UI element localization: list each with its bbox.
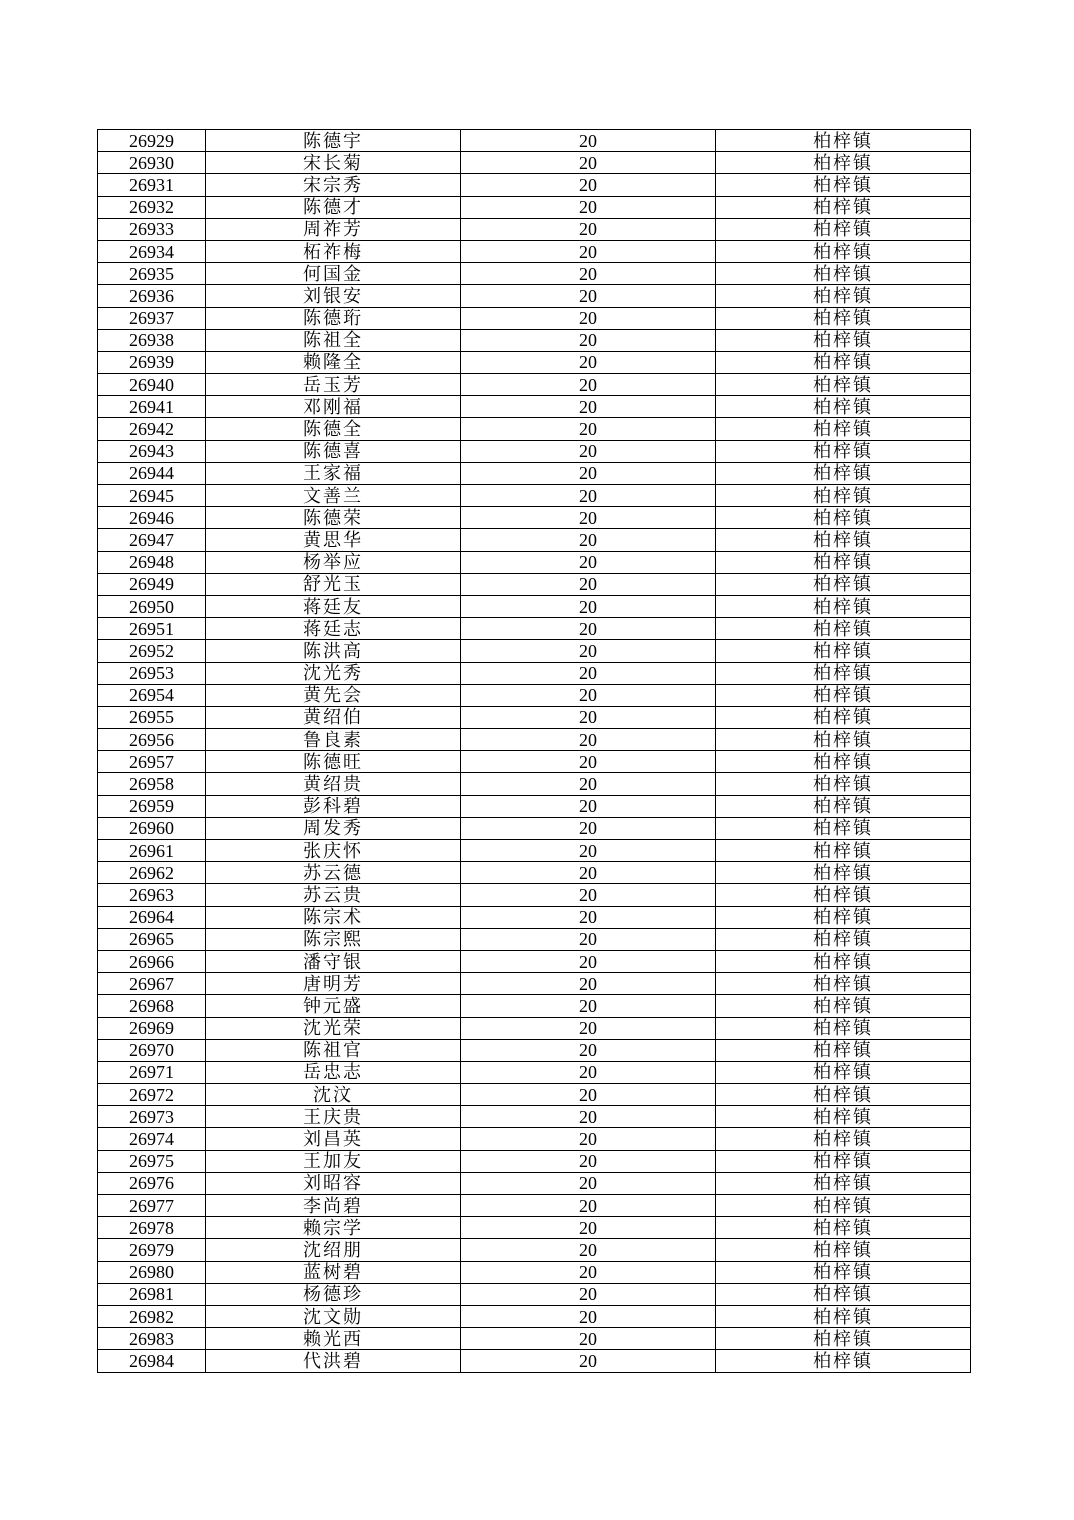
town-cell: 柏梓镇: [716, 1195, 971, 1217]
table-row: [98, 1217, 971, 1239]
town-cell: 柏梓镇: [716, 840, 971, 862]
person-name-cell: 鲁良素: [206, 729, 461, 751]
amount-cell: 20: [461, 595, 716, 617]
person-name-cell: 钟元盛: [206, 995, 461, 1017]
amount-cell: 20: [461, 684, 716, 706]
record-id-cell: 26971: [98, 1061, 206, 1083]
town-cell: 柏梓镇: [716, 374, 971, 396]
town-cell: 柏梓镇: [716, 174, 971, 196]
town-cell: 柏梓镇: [716, 573, 971, 595]
town-cell: 柏梓镇: [716, 884, 971, 906]
record-id-cell: 26980: [98, 1261, 206, 1283]
table-row: [98, 440, 971, 462]
table-row: [98, 485, 971, 507]
table-row: [98, 351, 971, 373]
town-cell: 柏梓镇: [716, 462, 971, 484]
person-name-cell: 黄思华: [206, 529, 461, 551]
person-name-cell: 陈宗熙: [206, 928, 461, 950]
amount-cell: 20: [461, 751, 716, 773]
record-id-cell: 26981: [98, 1283, 206, 1305]
table-row: [98, 950, 971, 972]
table-row: [98, 1017, 971, 1039]
town-cell: 柏梓镇: [716, 618, 971, 640]
record-id-cell: 26975: [98, 1150, 206, 1172]
table-row: [98, 374, 971, 396]
table-row: [98, 1350, 971, 1372]
amount-cell: 20: [461, 618, 716, 640]
record-id-cell: 26936: [98, 285, 206, 307]
amount-cell: 20: [461, 462, 716, 484]
person-name-cell: 潘守银: [206, 950, 461, 972]
person-name-cell: 陈祖官: [206, 1039, 461, 1061]
amount-cell: 20: [461, 240, 716, 262]
amount-cell: 20: [461, 1061, 716, 1083]
table-row: [98, 1283, 971, 1305]
record-id-cell: 26952: [98, 640, 206, 662]
person-name-cell: 沈汶: [206, 1084, 461, 1106]
table-row: [98, 729, 971, 751]
table-row: [98, 1084, 971, 1106]
person-name-cell: 杨德珍: [206, 1283, 461, 1305]
person-name-cell: 王庆贵: [206, 1106, 461, 1128]
table-row: [98, 462, 971, 484]
person-name-cell: 赖隆全: [206, 351, 461, 373]
table-row: [98, 130, 971, 152]
person-name-cell: 周发秀: [206, 817, 461, 839]
table-row: [98, 573, 971, 595]
person-name-cell: 宋宗秀: [206, 174, 461, 196]
person-name-cell: 黄先会: [206, 684, 461, 706]
amount-cell: 20: [461, 152, 716, 174]
table-row: [98, 1195, 971, 1217]
record-id-cell: 26955: [98, 706, 206, 728]
amount-cell: 20: [461, 396, 716, 418]
record-id-cell: 26979: [98, 1239, 206, 1261]
amount-cell: 20: [461, 1350, 716, 1372]
table-row: [98, 862, 971, 884]
town-cell: 柏梓镇: [716, 1172, 971, 1194]
person-name-cell: 蒋廷友: [206, 595, 461, 617]
amount-cell: 20: [461, 1150, 716, 1172]
table-row: [98, 662, 971, 684]
amount-cell: 20: [461, 795, 716, 817]
town-cell: 柏梓镇: [716, 1283, 971, 1305]
table-row: [98, 995, 971, 1017]
amount-cell: 20: [461, 130, 716, 152]
town-cell: 柏梓镇: [716, 862, 971, 884]
amount-cell: 20: [461, 862, 716, 884]
record-id-cell: 26938: [98, 329, 206, 351]
record-id-cell: 26949: [98, 573, 206, 595]
amount-cell: 20: [461, 218, 716, 240]
town-cell: 柏梓镇: [716, 1239, 971, 1261]
town-cell: 柏梓镇: [716, 396, 971, 418]
amount-cell: 20: [461, 706, 716, 728]
person-name-cell: 何国金: [206, 263, 461, 285]
person-name-cell: 刘银安: [206, 285, 461, 307]
record-id-cell: 26974: [98, 1128, 206, 1150]
person-name-cell: 陈洪高: [206, 640, 461, 662]
table-row: [98, 1106, 971, 1128]
table-row: [98, 218, 971, 240]
table-row: [98, 152, 971, 174]
record-id-cell: 26953: [98, 662, 206, 684]
amount-cell: 20: [461, 1017, 716, 1039]
amount-cell: 20: [461, 662, 716, 684]
record-id-cell: 26935: [98, 263, 206, 285]
person-name-cell: 沈文勋: [206, 1305, 461, 1327]
person-name-cell: 陈德喜: [206, 440, 461, 462]
amount-cell: 20: [461, 263, 716, 285]
record-id-cell: 26969: [98, 1017, 206, 1039]
record-id-cell: 26951: [98, 618, 206, 640]
table-row: [98, 263, 971, 285]
record-id-cell: 26934: [98, 240, 206, 262]
amount-cell: 20: [461, 551, 716, 573]
person-name-cell: 刘昭容: [206, 1172, 461, 1194]
table-row: [98, 196, 971, 218]
person-name-cell: 陈德才: [206, 196, 461, 218]
person-name-cell: 陈德宇: [206, 130, 461, 152]
record-id-cell: 26950: [98, 595, 206, 617]
town-cell: 柏梓镇: [716, 640, 971, 662]
record-id-cell: 26973: [98, 1106, 206, 1128]
person-name-cell: 沈光荣: [206, 1017, 461, 1039]
table-row: [98, 329, 971, 351]
table-row: [98, 307, 971, 329]
table-row: [98, 507, 971, 529]
person-name-cell: 黄绍伯: [206, 706, 461, 728]
town-cell: 柏梓镇: [716, 729, 971, 751]
person-name-cell: 张庆怀: [206, 840, 461, 862]
person-name-cell: 赖宗学: [206, 1217, 461, 1239]
amount-cell: 20: [461, 485, 716, 507]
table-row: [98, 1239, 971, 1261]
record-id-cell: 26958: [98, 773, 206, 795]
amount-cell: 20: [461, 351, 716, 373]
table-row: [98, 884, 971, 906]
town-cell: 柏梓镇: [716, 329, 971, 351]
amount-cell: 20: [461, 1217, 716, 1239]
amount-cell: 20: [461, 773, 716, 795]
amount-cell: 20: [461, 906, 716, 928]
table-row: [98, 1261, 971, 1283]
record-id-cell: 26968: [98, 995, 206, 1017]
amount-cell: 20: [461, 529, 716, 551]
table-row: [98, 684, 971, 706]
amount-cell: 20: [461, 1084, 716, 1106]
town-cell: 柏梓镇: [716, 1128, 971, 1150]
table-row: [98, 640, 971, 662]
town-cell: 柏梓镇: [716, 1106, 971, 1128]
table-row: [98, 973, 971, 995]
record-id-cell: 26966: [98, 950, 206, 972]
person-name-cell: 李尚碧: [206, 1195, 461, 1217]
amount-cell: 20: [461, 1283, 716, 1305]
record-id-cell: 26941: [98, 396, 206, 418]
record-id-cell: 26976: [98, 1172, 206, 1194]
town-cell: 柏梓镇: [716, 196, 971, 218]
person-name-cell: 刘昌英: [206, 1128, 461, 1150]
town-cell: 柏梓镇: [716, 307, 971, 329]
amount-cell: 20: [461, 307, 716, 329]
person-name-cell: 彭科碧: [206, 795, 461, 817]
record-id-cell: 26959: [98, 795, 206, 817]
town-cell: 柏梓镇: [716, 351, 971, 373]
amount-cell: 20: [461, 174, 716, 196]
person-name-cell: 陈德全: [206, 418, 461, 440]
town-cell: 柏梓镇: [716, 1150, 971, 1172]
town-cell: 柏梓镇: [716, 1261, 971, 1283]
table-row: [98, 1328, 971, 1350]
record-id-cell: 26942: [98, 418, 206, 440]
table-row: [98, 840, 971, 862]
table-row: [98, 418, 971, 440]
record-id-cell: 26948: [98, 551, 206, 573]
table-row: [98, 1128, 971, 1150]
amount-cell: 20: [461, 840, 716, 862]
town-cell: 柏梓镇: [716, 995, 971, 1017]
record-id-cell: 26978: [98, 1217, 206, 1239]
person-name-cell: 代洪碧: [206, 1350, 461, 1372]
person-name-cell: 岳玉芳: [206, 374, 461, 396]
person-name-cell: 赖光西: [206, 1328, 461, 1350]
amount-cell: 20: [461, 1039, 716, 1061]
record-id-cell: 26943: [98, 440, 206, 462]
town-cell: 柏梓镇: [716, 595, 971, 617]
amount-cell: 20: [461, 1172, 716, 1194]
amount-cell: 20: [461, 928, 716, 950]
table-row: [98, 817, 971, 839]
person-name-cell: 苏云贵: [206, 884, 461, 906]
amount-cell: 20: [461, 1239, 716, 1261]
person-name-cell: 陈宗术: [206, 906, 461, 928]
amount-cell: 20: [461, 507, 716, 529]
table-row: [98, 529, 971, 551]
table-row: [98, 1039, 971, 1061]
record-id-cell: 26954: [98, 684, 206, 706]
table-row: [98, 1150, 971, 1172]
town-cell: 柏梓镇: [716, 1350, 971, 1372]
amount-cell: 20: [461, 418, 716, 440]
record-id-cell: 26940: [98, 374, 206, 396]
record-id-cell: 26961: [98, 840, 206, 862]
amount-cell: 20: [461, 640, 716, 662]
town-cell: 柏梓镇: [716, 950, 971, 972]
person-name-cell: 邓刚福: [206, 396, 461, 418]
person-name-cell: 陈德珩: [206, 307, 461, 329]
town-cell: 柏梓镇: [716, 906, 971, 928]
table-row: [98, 1172, 971, 1194]
person-name-cell: 沈光秀: [206, 662, 461, 684]
record-id-cell: 26970: [98, 1039, 206, 1061]
person-name-cell: 沈绍朋: [206, 1239, 461, 1261]
record-id-cell: 26972: [98, 1084, 206, 1106]
record-id-cell: 26939: [98, 351, 206, 373]
town-cell: 柏梓镇: [716, 751, 971, 773]
record-id-cell: 26984: [98, 1350, 206, 1372]
record-id-cell: 26933: [98, 218, 206, 240]
amount-cell: 20: [461, 817, 716, 839]
amount-cell: 20: [461, 729, 716, 751]
town-cell: 柏梓镇: [716, 1039, 971, 1061]
town-cell: 柏梓镇: [716, 973, 971, 995]
record-id-cell: 26947: [98, 529, 206, 551]
record-id-cell: 26932: [98, 196, 206, 218]
record-id-cell: 26963: [98, 884, 206, 906]
town-cell: 柏梓镇: [716, 263, 971, 285]
record-id-cell: 26931: [98, 174, 206, 196]
record-id-cell: 26956: [98, 729, 206, 751]
record-id-cell: 26937: [98, 307, 206, 329]
person-name-cell: 柘祚梅: [206, 240, 461, 262]
town-cell: 柏梓镇: [716, 684, 971, 706]
person-name-cell: 宋长菊: [206, 152, 461, 174]
person-name-cell: 文善兰: [206, 485, 461, 507]
town-cell: 柏梓镇: [716, 1084, 971, 1106]
town-cell: 柏梓镇: [716, 418, 971, 440]
town-cell: 柏梓镇: [716, 1061, 971, 1083]
record-id-cell: 26964: [98, 906, 206, 928]
table-row: [98, 551, 971, 573]
town-cell: 柏梓镇: [716, 485, 971, 507]
record-id-cell: 26960: [98, 817, 206, 839]
person-name-cell: 岳忠志: [206, 1061, 461, 1083]
amount-cell: 20: [461, 329, 716, 351]
record-id-cell: 26982: [98, 1305, 206, 1327]
amount-cell: 20: [461, 374, 716, 396]
town-cell: 柏梓镇: [716, 1217, 971, 1239]
person-name-cell: 杨举应: [206, 551, 461, 573]
town-cell: 柏梓镇: [716, 706, 971, 728]
amount-cell: 20: [461, 1305, 716, 1327]
amount-cell: 20: [461, 440, 716, 462]
person-name-cell: 蒋廷志: [206, 618, 461, 640]
table-row: [98, 906, 971, 928]
person-name-cell: 王加友: [206, 1150, 461, 1172]
person-name-cell: 黄绍贵: [206, 773, 461, 795]
record-id-cell: 26930: [98, 152, 206, 174]
town-cell: 柏梓镇: [716, 218, 971, 240]
person-name-cell: 王家福: [206, 462, 461, 484]
person-name-cell: 陈德荣: [206, 507, 461, 529]
town-cell: 柏梓镇: [716, 440, 971, 462]
person-name-cell: 苏云德: [206, 862, 461, 884]
town-cell: 柏梓镇: [716, 551, 971, 573]
person-name-cell: 陈德旺: [206, 751, 461, 773]
town-cell: 柏梓镇: [716, 928, 971, 950]
table-row: [98, 595, 971, 617]
table-row: [98, 795, 971, 817]
record-id-cell: 26983: [98, 1328, 206, 1350]
town-cell: 柏梓镇: [716, 1305, 971, 1327]
person-name-cell: 周祚芳: [206, 218, 461, 240]
town-cell: 柏梓镇: [716, 795, 971, 817]
person-name-cell: 舒光玉: [206, 573, 461, 595]
amount-cell: 20: [461, 973, 716, 995]
town-cell: 柏梓镇: [716, 152, 971, 174]
amount-cell: 20: [461, 1128, 716, 1150]
table-row: [98, 706, 971, 728]
amount-cell: 20: [461, 285, 716, 307]
record-id-cell: 26967: [98, 973, 206, 995]
table-row: [98, 773, 971, 795]
amount-cell: 20: [461, 573, 716, 595]
town-cell: 柏梓镇: [716, 240, 971, 262]
record-id-cell: 26944: [98, 462, 206, 484]
amount-cell: 20: [461, 1261, 716, 1283]
record-id-cell: 26962: [98, 862, 206, 884]
town-cell: 柏梓镇: [716, 130, 971, 152]
table-row: [98, 1061, 971, 1083]
table-row: [98, 928, 971, 950]
town-cell: 柏梓镇: [716, 773, 971, 795]
table-row: [98, 1305, 971, 1327]
table-row: [98, 285, 971, 307]
records-table-body: [98, 130, 971, 1373]
record-id-cell: 26957: [98, 751, 206, 773]
town-cell: 柏梓镇: [716, 1017, 971, 1039]
amount-cell: 20: [461, 995, 716, 1017]
town-cell: 柏梓镇: [716, 529, 971, 551]
town-cell: 柏梓镇: [716, 507, 971, 529]
record-id-cell: 26946: [98, 507, 206, 529]
table-row: [98, 618, 971, 640]
person-name-cell: 唐明芳: [206, 973, 461, 995]
table-row: [98, 751, 971, 773]
record-id-cell: 26977: [98, 1195, 206, 1217]
amount-cell: 20: [461, 884, 716, 906]
amount-cell: 20: [461, 1195, 716, 1217]
person-name-cell: 蓝树碧: [206, 1261, 461, 1283]
person-name-cell: 陈祖全: [206, 329, 461, 351]
table-row: [98, 240, 971, 262]
town-cell: 柏梓镇: [716, 285, 971, 307]
town-cell: 柏梓镇: [716, 662, 971, 684]
amount-cell: 20: [461, 1106, 716, 1128]
table-row: [98, 174, 971, 196]
amount-cell: 20: [461, 1328, 716, 1350]
record-id-cell: 26945: [98, 485, 206, 507]
records-table: [97, 129, 971, 1373]
amount-cell: 20: [461, 950, 716, 972]
record-id-cell: 26929: [98, 130, 206, 152]
record-id-cell: 26965: [98, 928, 206, 950]
amount-cell: 20: [461, 196, 716, 218]
table-row: [98, 396, 971, 418]
town-cell: 柏梓镇: [716, 817, 971, 839]
town-cell: 柏梓镇: [716, 1328, 971, 1350]
